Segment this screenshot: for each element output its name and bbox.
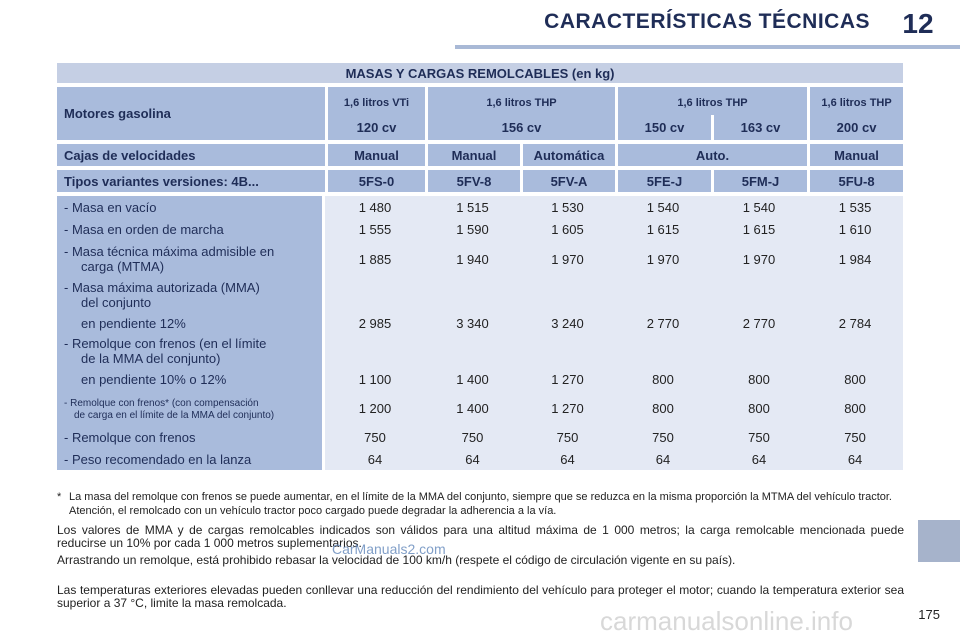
header-divider bbox=[455, 45, 960, 49]
row-label: - Masa técnica máxima admisible en bbox=[64, 244, 275, 259]
engine-power: 120 cv bbox=[325, 115, 425, 140]
row-label: de la MMA del conjunto) bbox=[81, 351, 221, 366]
engines-label: Motores gasolina bbox=[57, 87, 325, 140]
table-row bbox=[57, 368, 903, 390]
table-row bbox=[57, 390, 903, 426]
gearbox-type: Manual bbox=[325, 144, 425, 166]
table-cell: 3 240 bbox=[520, 312, 615, 334]
table-cell: 750 bbox=[325, 426, 425, 448]
table-cell: 2 985 bbox=[325, 312, 425, 334]
row-label: de carga en el límite de la MMA del conjunto) bbox=[74, 410, 275, 421]
variant-code: 5FV-8 bbox=[425, 170, 520, 192]
footnote-mark: * bbox=[57, 491, 62, 503]
table-row bbox=[57, 312, 903, 334]
watermark-carmanualsonline: carmanualsonline.info bbox=[600, 606, 853, 636]
engine-name: 1,6 litros THP bbox=[807, 87, 903, 115]
watermark-carmanuals2: CarManuals2.com bbox=[332, 541, 446, 557]
table-cell: 750 bbox=[807, 426, 903, 448]
table-cell: 1 535 bbox=[807, 196, 903, 218]
table-cell: 750 bbox=[711, 426, 807, 448]
table-cell: 1 885 bbox=[325, 240, 425, 278]
table-cell: 1 540 bbox=[615, 196, 711, 218]
table-cell: 64 bbox=[807, 448, 903, 470]
table-cell: 800 bbox=[807, 368, 903, 390]
table-cell: 1 615 bbox=[711, 218, 807, 240]
table-cell: 750 bbox=[615, 426, 711, 448]
row-label: - Peso recomendado en la lanza bbox=[64, 451, 252, 467]
table-row bbox=[57, 334, 903, 368]
table-cell: 750 bbox=[520, 426, 615, 448]
variant-code: 5FS-0 bbox=[325, 170, 425, 192]
table-cell: 1 515 bbox=[425, 196, 520, 218]
table-cell: 1 480 bbox=[325, 196, 425, 218]
engine-power: 163 cv bbox=[711, 115, 807, 140]
table-cell: 1 940 bbox=[425, 240, 520, 278]
table-cell: 1 984 bbox=[807, 240, 903, 278]
table-cell: 1 970 bbox=[711, 240, 807, 278]
table-cell: 1 605 bbox=[520, 218, 615, 240]
table-row bbox=[57, 196, 903, 218]
engine-name: 1,6 litros THP bbox=[425, 87, 615, 115]
table-cell: 2 770 bbox=[615, 312, 711, 334]
gearbox-label: Cajas de velocidades bbox=[57, 144, 325, 166]
variant-code: 5FU-8 bbox=[807, 170, 903, 192]
table-row bbox=[57, 278, 903, 312]
table-cell: 1 590 bbox=[425, 218, 520, 240]
table-cell: 1 270 bbox=[520, 368, 615, 390]
engine-name: 1,6 litros VTi bbox=[325, 87, 425, 115]
variant-code: 5FM-J bbox=[711, 170, 807, 192]
table-cell: 64 bbox=[520, 448, 615, 470]
table-cell: 64 bbox=[615, 448, 711, 470]
row-label: en pendiente 12% bbox=[81, 315, 186, 331]
table-cell: 1 970 bbox=[520, 240, 615, 278]
table-cell: 800 bbox=[615, 390, 711, 426]
table-row bbox=[57, 426, 903, 448]
table-cell: 800 bbox=[615, 368, 711, 390]
footnote bbox=[57, 490, 907, 518]
gearbox-type: Manual bbox=[425, 144, 520, 166]
table-cell: 1 400 bbox=[425, 390, 520, 426]
table-cell: 800 bbox=[711, 368, 807, 390]
row-label: en pendiente 10% o 12% bbox=[81, 371, 227, 387]
table-cell: 64 bbox=[425, 448, 520, 470]
row-label: - Remolque con frenos* (con compensación bbox=[64, 398, 259, 409]
towing-mass-table bbox=[57, 63, 903, 470]
row-label: carga (MTMA) bbox=[81, 259, 165, 274]
table-row bbox=[57, 448, 903, 470]
gearbox-type: Automática bbox=[520, 144, 615, 166]
table-cell: 3 340 bbox=[425, 312, 520, 334]
table-cell: 800 bbox=[711, 390, 807, 426]
table-cell: 1 100 bbox=[325, 368, 425, 390]
table-cell: 1 400 bbox=[425, 368, 520, 390]
table-row bbox=[57, 218, 903, 240]
table-cell: 1 555 bbox=[325, 218, 425, 240]
page-title: CARACTERÍSTICAS TÉCNICAS bbox=[544, 10, 870, 33]
page-number: 175 bbox=[918, 607, 940, 622]
row-label: - Remolque con frenos bbox=[64, 429, 196, 445]
engine-power: 156 cv bbox=[425, 115, 615, 140]
paragraph-temperature: Las temperaturas exteriores elevadas pueden conllevar una reducción del rendimiento del vehículo para proteger el motor; cuando la temperatura exterior sea superior a 37 °C, limite la masa remolcada. bbox=[57, 583, 904, 610]
row-label: - Remolque con frenos (en el límite bbox=[64, 336, 267, 351]
gearbox-type: Auto. bbox=[615, 144, 807, 166]
row-label: - Masa en orden de marcha bbox=[64, 221, 224, 237]
table-cell: 2 784 bbox=[807, 312, 903, 334]
table-cell: 1 540 bbox=[711, 196, 807, 218]
paragraph-speed-limit: Arrastrando un remolque, está prohibido rebasar la velocidad de 100 km/h (respete el código de circulación vigente en su país). bbox=[57, 553, 736, 567]
table-cell: 1 970 bbox=[615, 240, 711, 278]
variant-code: 5FE-J bbox=[615, 170, 711, 192]
gearbox-type: Manual bbox=[807, 144, 903, 166]
table-title: MASAS Y CARGAS REMOLCABLES (en kg) bbox=[57, 63, 903, 83]
variant-code: 5FV-A bbox=[520, 170, 615, 192]
table-cell: 750 bbox=[425, 426, 520, 448]
footnote-text: La masa del remolque con frenos se puede aumentar, en el límite de la MMA del conjunto, siempre que se reduzca en la misma proporción la MTMA del vehículo tractor. Atención, el remolcado con un vehículo tractor poco cargado puede degradar la adherencia a la vía. bbox=[69, 491, 892, 517]
table-cell: 1 610 bbox=[807, 218, 903, 240]
row-label: - Masa máxima autorizada (MMA) bbox=[64, 280, 260, 295]
table-cell: 1 530 bbox=[520, 196, 615, 218]
table-cell: 800 bbox=[807, 390, 903, 426]
row-label: del conjunto bbox=[81, 295, 152, 310]
row-label: - Masa en vacío bbox=[64, 199, 157, 215]
table-cell: 1 615 bbox=[615, 218, 711, 240]
table-cell: 1 200 bbox=[325, 390, 425, 426]
engine-power: 150 cv bbox=[615, 115, 711, 140]
chapter-side-tab bbox=[918, 520, 960, 562]
table-row bbox=[57, 240, 903, 278]
paragraph-altitude: Los valores de MMA y de cargas remolcables indicados son válidos para una altitud máxima de 1 000 metros; la carga remolcable mencionada puede reducirse un 10% por cada 1 000 metros suplementarios. bbox=[57, 523, 904, 550]
engine-power: 200 cv bbox=[807, 115, 903, 140]
table-cell: 1 270 bbox=[520, 390, 615, 426]
chapter-number: 12 bbox=[902, 8, 934, 39]
table-cell: 64 bbox=[325, 448, 425, 470]
variants-label: Tipos variantes versiones: 4B... bbox=[57, 170, 325, 192]
engine-name: 1,6 litros THP bbox=[615, 87, 807, 115]
table-cell: 2 770 bbox=[711, 312, 807, 334]
table-cell: 64 bbox=[711, 448, 807, 470]
